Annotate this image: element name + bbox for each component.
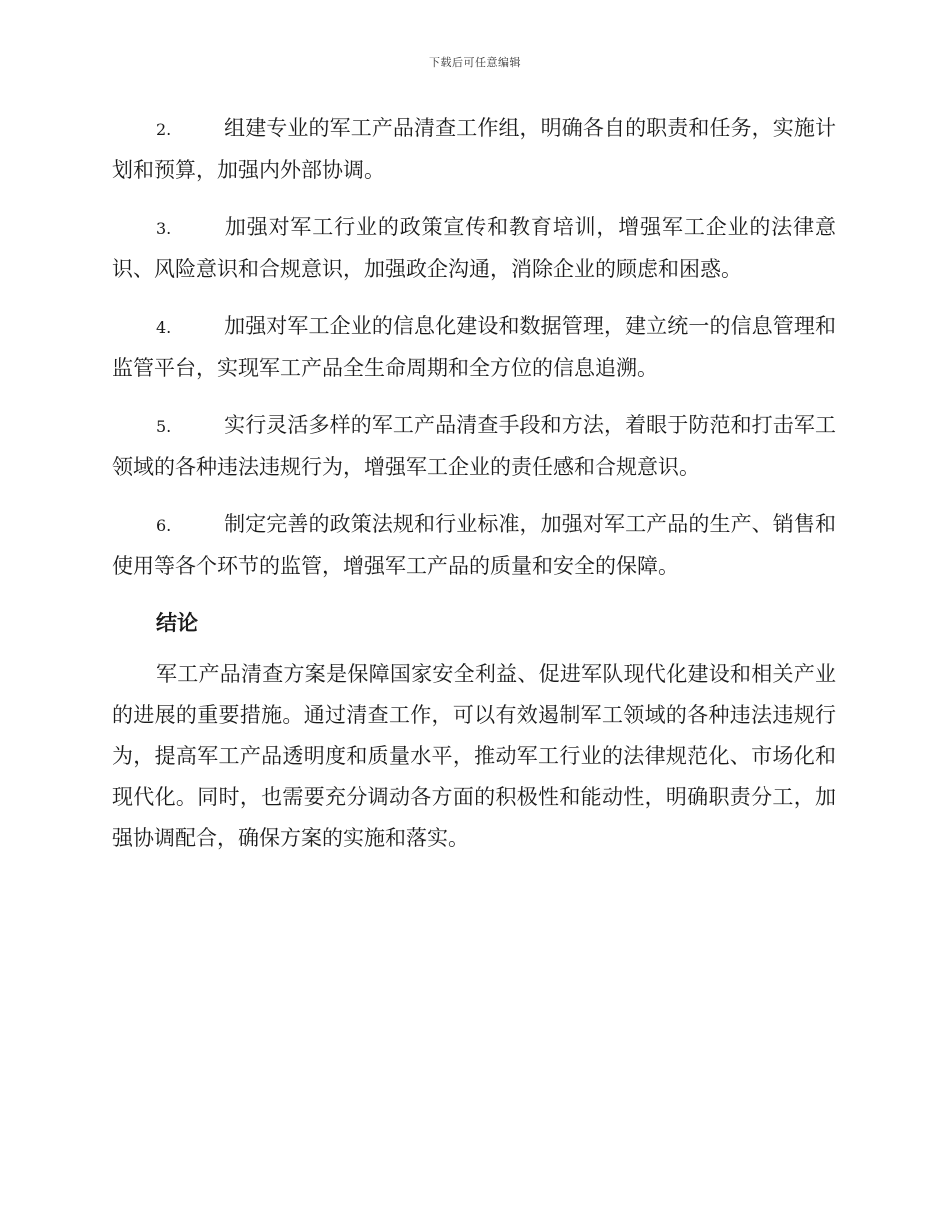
list-item [112,504,836,587]
list-item [112,405,836,488]
list-item-text: 加强对军工行业的政策宣传和教育培训，增强军工企业的法律意识、风险意识和合规意识，加强政企沟通，消除企业的顾虑和困惑。 [112,215,836,281]
list-item-number: 2. [156,120,172,139]
list-item [112,207,836,290]
list-item-number: 5. [156,417,172,436]
list-item-text: 加强对军工企业的信息化建设和数据管理，建立统一的信息管理和监管平台，实现军工产品全生命周期和全方位的信息追溯。 [112,314,836,380]
list-item [112,108,836,191]
list-item [112,306,836,389]
document-body [112,108,836,859]
list-item-text: 实行灵活多样的军工产品清查手段和方法，着眼于防范和打击军工领域的各种违法违规行为，增强军工企业的责任感和合规意识。 [112,413,836,479]
conclusion-paragraph: 军工产品清查方案是保障国家安全利益、促进军队现代化建设和相关产业的进展的重要措施。通过清查工作，可以有效遏制军工领域的各种违法违规行为，提高军工产品透明度和质量水平，推动军工行业的法律规范化、市场化和现代化。同时，也需要充分调动各方面的积极性和能动性，明确职责分工，加强协调配合，确保方案的实施和落实。 [112,662,836,850]
section-heading: 结论 [156,611,198,635]
list-item-number: 4. [156,318,172,337]
list-item-number: 3. [156,219,172,238]
list-item-text: 组建专业的军工产品清查工作组，明确各自的职责和任务，实施计划和预算，加强内外部协调。 [112,116,836,182]
list-item-number: 6. [156,516,172,535]
page-header: 下载后可任意编辑 [429,56,521,69]
list-item-text: 制定完善的政策法规和行业标准，加强对军工产品的生产、销售和使用等各个环节的监管，增强军工产品的质量和安全的保障。 [112,512,836,578]
